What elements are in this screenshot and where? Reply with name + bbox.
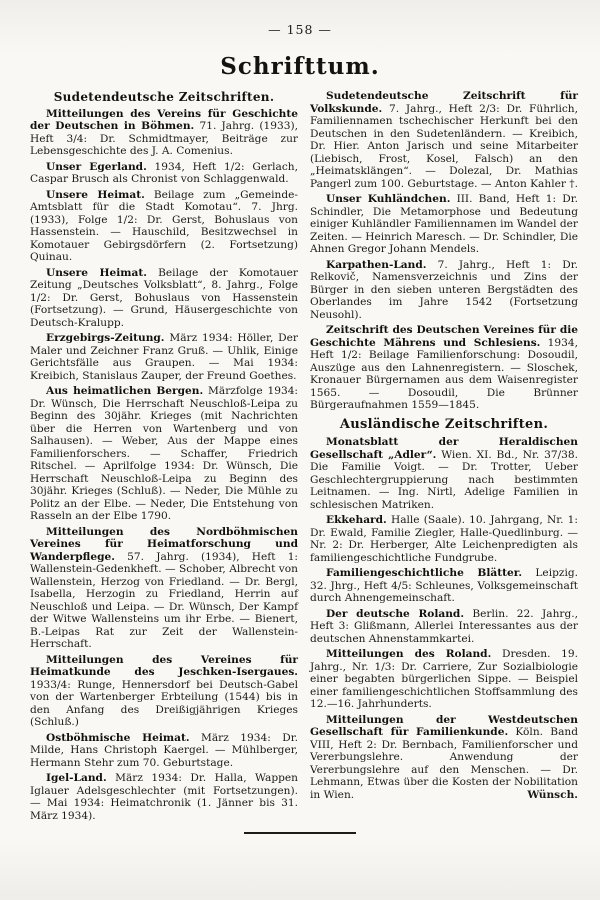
page-number: — 158 — <box>268 22 332 37</box>
journal-title: Mitteilungen des Nordböhmischen Vereines für Heimatforschung und Wanderpflege. <box>30 525 298 563</box>
journal-title: Unser Kuhländchen. <box>326 193 451 205</box>
journal-entry <box>310 514 578 564</box>
journal-title: Sudetendeutsche Zeitschrift für Volkskunde. <box>310 90 578 115</box>
author-signature: Wünsch. <box>527 788 578 801</box>
end-of-section-divider <box>244 832 356 834</box>
column-left <box>30 90 298 825</box>
entry-text: 7. Jahrg., Heft 1: Dr. Relkovič, Namensverzeichnis und Zins der Bürger in den sieben unteren Bergstädten des Oberlandes im Jahre 1542 (Fortsetzung Neusohl). <box>310 258 578 321</box>
journal-entry <box>30 732 298 770</box>
entry-text: 57. Jahrg. (1934), Heft 1: Wallenstein-Gedenkheft. — Schober, Albrecht von Wallenstein, Herzog von Friedland. — Dr. Bergl, Isabella, Herzogin zu Friedland, Herrin auf Neuschloß und Leipa. — Dr. Wünsch, Der Kampf der Witwe Wallensteins um ihr Erbe. — Bienert, B.-Leipas Rat zur Zeit der Wallenstein-Herrschaft. <box>30 550 298 650</box>
journal-entry <box>310 648 578 711</box>
entry-text: Dresden. 19. Jahrg., Nr. 1/3: Dr. Carriere, Zur Sozialbiologie einer begabten bürgerlichen Sippe. — Beispiel einer familiengeschichtlichen Stoffsammlung des 12.—16. Jahrhunderts. <box>310 648 578 710</box>
journal-title: Familiengeschichtliche Blätter. <box>326 567 523 579</box>
journal-title: Mitteilungen des Roland. <box>326 648 492 660</box>
journal-entry <box>310 608 578 646</box>
journal-entry <box>310 193 578 256</box>
journal-entry <box>30 332 298 382</box>
section-heading-auslaendische-zeitschriften: Ausländische Zeitschriften. <box>339 416 549 432</box>
journal-entry <box>310 90 578 190</box>
entry-text: Köln. Band VIII, Heft 2: Dr. Bernbach, Familienforscher und Vererbungslehre. Anwendung der Vererbungslehre auf den Menschen. — Dr. Lehmann, Etwas über die Kosten der Nobilitation in Wien. <box>310 726 578 801</box>
journal-entry <box>30 189 298 264</box>
journal-title: Zeitschrift des Deutschen Vereines für die Geschichte Mährens und Schlesiens. <box>310 324 578 349</box>
journal-entry <box>30 267 298 330</box>
journal-entry <box>310 259 578 322</box>
entry-text: März 1934: Dr. Halla, Wappen Iglauer Adelsgeschlechter (mit Fortsetzungen). — Mai 1934: Heimatchronik (1. Jänner bis 31. März 1934). <box>30 772 298 822</box>
journal-entry <box>310 714 578 802</box>
journal-title: Der deutsche Roland. <box>326 607 465 620</box>
journal-entry <box>30 161 298 186</box>
entry-text: Wien. XI. Bd., Nr. 37/38. Die Familie Voigt. — Dr. Trotter, Ueber Geschlechtergruppierung nach bestimmten Leitnamen. — Ing. Nirtl, Adelige Familien in schlesischen Matriken. <box>310 448 578 511</box>
journal-title: Erzgebirgs-Zeitung. <box>46 332 165 344</box>
journal-entry <box>310 324 578 412</box>
entry-text: 71. Jahrg. (1933), Heft 3/4: Dr. Schmidtmayer, Beiträge zur Lebensgeschichte des J. A. Comenius. <box>30 120 298 157</box>
entry-text: Berlin. 22. Jahrg., Heft 3: Glißmann, Allerlei Interessantes aus der deutschen Ahnenstammkartei. <box>310 607 578 645</box>
entry-text: März 1934: Dr. Milde, Hans Christoph Kaergel. — Mühlberger, Hermann Stehr zum 70. Geburtstage. <box>30 731 299 769</box>
entry-text: 7. Jahrg., Heft 2/3: Dr. Führlich, Familiennamen tschechischer Herkunft bei den Deutschen in den Sudetenländern. — Kreibich, Dr. Hier. Anton Jarisch und seine Mitarbeiter (Liebisch, Frost, Kosel, Falsch) an den „Heimatsklängen“. — Dolezal, Dr. Mathias Pangerl zum 100. Geburtstage. — Anton Kahler †. <box>310 102 578 190</box>
column-right <box>310 90 578 825</box>
entry-text: 1933/4: Runge, Hennersdorf bei Deutsch-Gabel von der Wartenberger Erbteilung (1544) bis in den Anfang des Dreißigjährigen Krieges (Schluß.) <box>30 678 298 728</box>
entry-text: 1934, Heft 1/2: Gerlach, Caspar Brusch als Chronist von Schlaggenwald. <box>30 160 298 185</box>
journal-entry <box>30 108 298 158</box>
journal-title: Unser Egerland. <box>46 160 147 173</box>
entry-text: 1934, Heft 1/2: Beilage Familienforschung: Dosoudil, Auszüge aus den Lahnenregistern. — Sloschek, Kronauer Bürgernamen aus dem Waisenregister 1565. — Dosoudil, Die Brünner Bürgeraufnahmen 1559—1845. <box>310 336 578 411</box>
journal-title: Mitteilungen des Vereines für Heimatkunde des Jeschken-Isergaues. <box>30 653 298 678</box>
entry-text: Beilage zum „Gemeinde-Amtsblatt für die Stadt Komotau“. 7. Jhrg. (1933), Folge 1/2: Dr. Gerst, Bohuslaus von Hassenstein. — Hauschild, Besitzwechsel in Komotauer Gebirgsdörfern (2. Fortsetzung) Quinau. <box>30 188 298 263</box>
entry-text: III. Band, Heft 1: Dr. Schindler, Die Metamorphose und Bedeutung einiger Kuhländler Familiennamen im Wandel der Zeiten. — Heinrich Maresch. — Dr. Schindler, Die Ahnen Gregor Johann Mendels. <box>310 193 579 255</box>
journal-entry <box>30 526 298 651</box>
journal-title: Igel-Land. <box>46 772 107 784</box>
entry-text: Halle (Saale). 10. Jahrgang, Nr. 1: Dr. Ewald, Familie Ziegler, Halle-Quedlinburg. — Nr. 2: Dr. Herberger, Alte Leichenpredigten als familiengeschichtliche Fundgrube. <box>310 514 578 564</box>
journal-entry <box>30 772 298 822</box>
journal-title: Ostböhmische Heimat. <box>46 731 190 744</box>
page-title: Schrifttum. <box>220 53 380 80</box>
journal-title: Unsere Heimat. <box>46 266 147 279</box>
two-column-layout <box>0 90 600 825</box>
journal-entry <box>30 385 298 523</box>
journal-entry <box>310 436 578 511</box>
entry-text: März 1934: Höller, Der Maler und Zeichner Franz Gruß. — Uhlik, Einige Gerichtsfälle aus Graupen. — Mai 1934: Kreibich, Stanislaus Zauper, der Freund Goethes. <box>30 332 298 382</box>
journal-title: Aus heimatlichen Bergen. <box>46 385 204 397</box>
journal-entry <box>310 567 578 605</box>
journal-title: Mitteilungen des Vereins für Geschichte der Deutschen in Böhmen. <box>30 107 298 132</box>
entry-text: Leipzig. 32. Jhrg., Heft 4/5: Schleunes, Volksgemeinschaft durch Ahnengemeinschaft. <box>310 567 578 604</box>
journal-entry <box>30 654 298 729</box>
journal-title: Karpathen-Land. <box>326 258 427 271</box>
journal-title: Mitteilungen der Westdeutschen Gesellschaft für Familienkunde. <box>310 713 578 738</box>
journal-title: Ekkehard. <box>326 514 387 526</box>
journal-title: Monatsblatt der Heraldischen Gesellschaft „Adler“. <box>310 436 578 461</box>
entry-text: Märzfolge 1934: Dr. Wünsch, Die Herrschaft Neuschloß-Leipa zu Beginn des 30jähr. Krieges (mit Nachrichten über die Herren von Wartenberg und von Salhausen). — Weber, Aus der Mappe eines Familienforschers. — Schaffer, Friedrich Ritschel. — Aprilfolge 1934: Dr. Wünsch, Die Herrschaft Neuschloß-Leipa zu Beginn des 30jähr. Krieges (Schluß). — Neder, Die Mühle zu Politz an der Elbe. — Neder, Die Entstehung von Rasseln an der Elbe 1790. <box>30 385 298 522</box>
entry-text: Beilage der Komotauer Zeitung „Deutsches Volksblatt“, 8. Jahrg., Folge 1/2: Dr. Gerst, Bohuslaus von Hassenstein (Fortsetzung). — Grund, Häusergeschichte von Deutsch-Kralupp. <box>30 266 298 329</box>
journal-title: Unsere Heimat. <box>46 188 145 201</box>
section-heading-sudetendeutsche-zeitschriften: Sudetendeutsche Zeitschriften. <box>53 90 275 104</box>
